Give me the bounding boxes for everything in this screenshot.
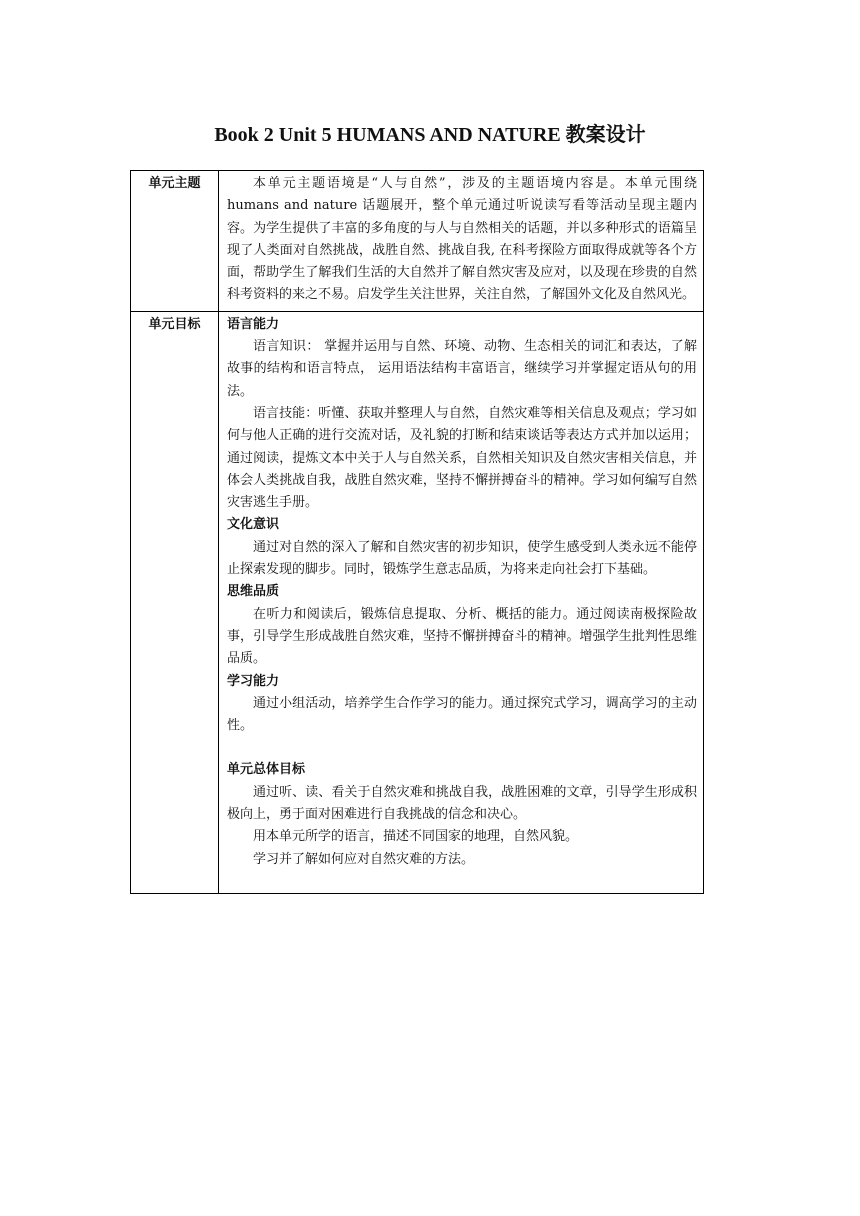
overall-goal-item: 用本单元所学的语言，描述不同国家的地理，自然风貌。: [253, 829, 579, 845]
label-cell: [131, 171, 219, 312]
section-spacer: [227, 737, 697, 759]
label-cell: [131, 311, 219, 893]
overall-goals-heading: 单元总体目标: [227, 762, 306, 778]
learning-ability-heading: 学习能力: [227, 673, 280, 689]
language-ability-heading: 语言能力: [227, 316, 280, 332]
content-cell: [219, 311, 704, 893]
lesson-plan-table: [130, 170, 704, 894]
content-cell: [219, 171, 704, 312]
learning-ability-text: 通过小组活动，培养学生合作学习的能力。通过探究式学习，调高学习的主动性。: [227, 695, 697, 734]
cultural-awareness-heading: 文化意识: [227, 517, 280, 533]
language-knowledge-text: 语言知识： 掌握并运用与自然、环境、动物、生态相关的词汇和表达，了解故事的结构和语言特点， 运用语法结构丰富语言，继续学习并掌握定语从句的用法。: [227, 339, 697, 399]
table-row-unit-theme: [131, 171, 704, 312]
unit-theme-label: 单元主题: [148, 176, 201, 191]
thinking-quality-text: 在听力和阅读后，锻炼信息提取、分析、概括的能力。通过阅读南极探险故事，引导学生形成战胜自然灾难，坚持不懈拼搏奋斗的精神。增强学生批判性思维品质。: [227, 606, 697, 667]
overall-goal-item: 学习并了解如何应对自然灾难的方法。: [253, 851, 475, 867]
page-title: Book 2 Unit 5 HUMANS AND NATURE 教案设计: [214, 124, 646, 146]
table-row-unit-goals: [131, 311, 704, 893]
unit-theme-text: 本单元主题语境是“人与自然”，涉及的主题语境内容是。本单元围绕 humans and nature 话题展开，整个单元通过听说读写看等活动呈现主题内容。为学生提供了丰富的多角度的与人与自然相关的话题，并以多种形式的语篇呈现了人类面对自然挑战，战胜自然、挑战自我, 在科考探险方面取得成就等各个方面，帮助学生了解我们生活的大自然并了解自然灾害及应对，以及现在珍贵的自然科考资料的来之不易。启发学生关注世界，关注自然，了解国外文化及自然风光。: [227, 176, 697, 303]
unit-goals-label: 单元目标: [148, 316, 201, 332]
bottom-padding: [227, 871, 697, 889]
language-skills-text: 语言技能：听懂、获取并整理人与自然，自然灾难等相关信息及观点；学习如何与他人正确的进行交流对话，及礼貌的打断和结束谈话等表达方式并加以运用；通过阅读，提炼文本中关于人与自然关系，自然相关知识及自然灾害相关信息，并体会人类挑战自我，战胜自然灾难，坚持不懈拼搏奋斗的精神。学习如何编写自然灾害逃生手册。: [227, 405, 697, 511]
overall-goal-item: 通过听、读、看关于自然灾难和挑战自我，战胜困难的文章，引导学生形成积极向上，勇于面对困难进行自我挑战的信念和决心。: [227, 784, 697, 823]
cultural-awareness-text: 通过对自然的深入了解和自然灾害的初步知识，使学生感受到人类永远不能停止探索发现的脚步。同时，锻炼学生意志品质，为将来走向社会打下基础。: [227, 539, 697, 578]
thinking-quality-heading: 思维品质: [227, 584, 280, 600]
